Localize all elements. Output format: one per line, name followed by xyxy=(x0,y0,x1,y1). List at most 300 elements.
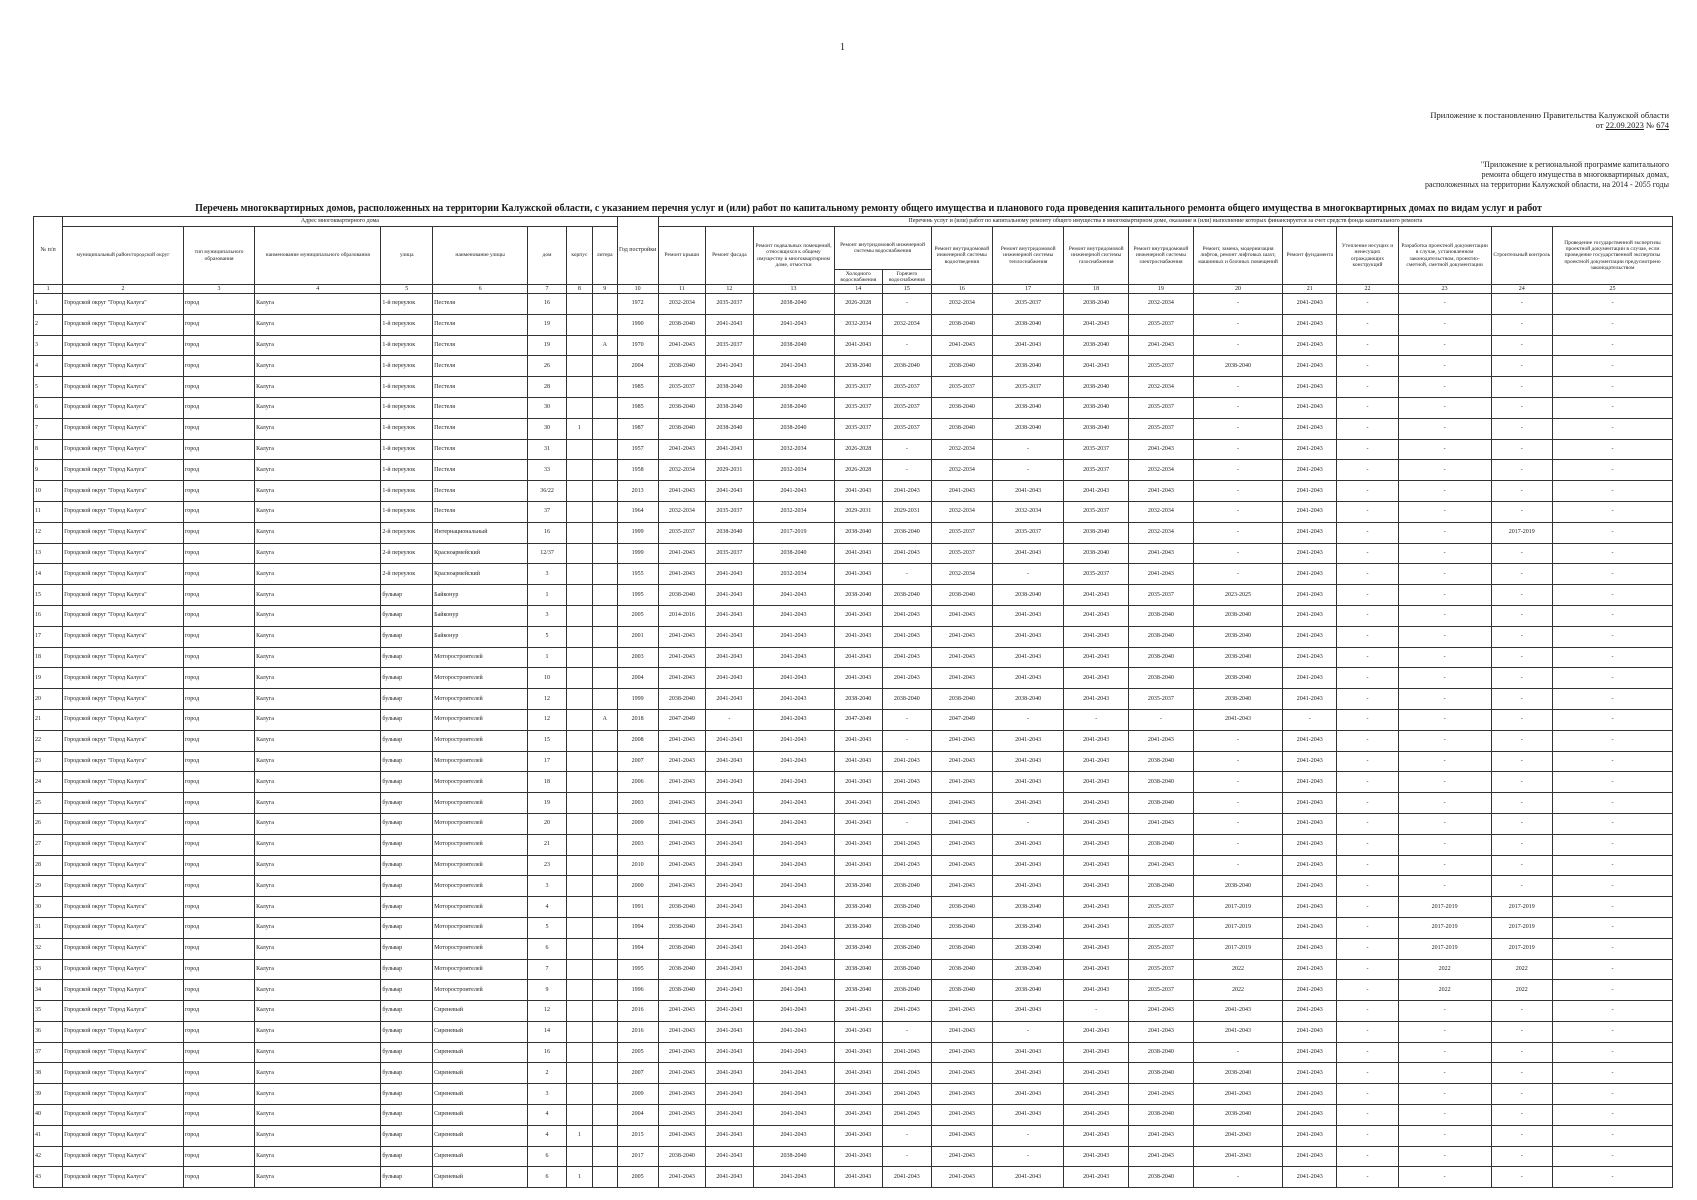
cell-mun-name: Калуга xyxy=(255,501,381,522)
cell-basement: 2038-2040 xyxy=(753,418,834,439)
cell-street-name: Сиреневый xyxy=(433,1063,528,1084)
table-row xyxy=(34,855,1673,876)
cell-electric: 2032-2034 xyxy=(1129,377,1194,398)
cell-mun-name: Калуга xyxy=(255,751,381,772)
cell-gas: 2041-2043 xyxy=(1064,730,1129,751)
header-hot-water: Горячего водоснабжения xyxy=(883,270,932,285)
cell-gas: 2041-2043 xyxy=(1064,356,1129,377)
cell-supervision: 2017-2019 xyxy=(1491,938,1552,959)
cell-heat: 2041-2043 xyxy=(993,751,1064,772)
cell-heat: - xyxy=(993,1021,1064,1042)
cell-foundation: 2041-2043 xyxy=(1283,460,1337,481)
cell-basement: 2041-2043 xyxy=(753,647,834,668)
cell-row-number: 43 xyxy=(34,1167,63,1188)
cell-row-number: 6 xyxy=(34,397,63,418)
header-house: дом xyxy=(528,227,567,285)
cell-house: 6 xyxy=(528,938,567,959)
page-number-mark: 1 xyxy=(840,42,845,53)
cell-cold-water: 2038-2040 xyxy=(834,959,883,980)
cell-gas: 2041-2043 xyxy=(1064,772,1129,793)
cell-gas: 2041-2043 xyxy=(1064,751,1129,772)
cell-design: - xyxy=(1398,564,1491,585)
cell-sewer: 2035-2037 xyxy=(931,522,992,543)
cell-mun-type: город xyxy=(183,1084,254,1105)
cell-hot-water: - xyxy=(883,813,932,834)
cell-cold-water: 2038-2040 xyxy=(834,522,883,543)
cell-sewer: 2035-2037 xyxy=(931,543,992,564)
cell-expertise: - xyxy=(1552,938,1672,959)
cell-korpus xyxy=(566,855,592,876)
cell-korpus xyxy=(566,917,592,938)
cell-litera xyxy=(592,689,617,710)
cell-roof: 2041-2043 xyxy=(658,1125,705,1146)
cell-foundation: 2041-2043 xyxy=(1283,917,1337,938)
annex-line-2: ремонта общего имущества в многоквартирных домах, xyxy=(1481,170,1669,179)
cell-facade: 2041-2043 xyxy=(706,855,753,876)
header-gas: Ремонт внутридомовой инженерной системы газоснабжения xyxy=(1064,227,1129,285)
cell-gas: 2041-2043 xyxy=(1064,980,1129,1001)
cell-roof: 2041-2043 xyxy=(658,335,705,356)
cell-year-built: 1995 xyxy=(617,959,658,980)
column-number: 3 xyxy=(183,285,254,294)
cell-facade: 2041-2043 xyxy=(706,938,753,959)
cell-street-name: Моторостроителей xyxy=(433,834,528,855)
cell-municipality: Городской округ "Город Калуга" xyxy=(63,314,184,335)
cell-supervision: - xyxy=(1491,460,1552,481)
cell-house: 14 xyxy=(528,1021,567,1042)
cell-sewer: 2041-2043 xyxy=(931,605,992,626)
cell-heat: 2041-2043 xyxy=(993,668,1064,689)
cell-street-name: Моторостроителей xyxy=(433,938,528,959)
cell-expertise: - xyxy=(1552,439,1672,460)
cell-electric: 2041-2043 xyxy=(1129,439,1194,460)
cell-sewer: 2038-2040 xyxy=(931,980,992,1001)
cell-elevator: 2017-2019 xyxy=(1193,938,1283,959)
cell-municipality: Городской округ "Город Калуга" xyxy=(63,1084,184,1105)
approval-date-line xyxy=(1369,120,1669,130)
cell-row-number: 23 xyxy=(34,751,63,772)
cell-cold-water: 2041-2043 xyxy=(834,793,883,814)
cell-supervision: - xyxy=(1491,1167,1552,1188)
cell-gas: 2041-2043 xyxy=(1064,481,1129,502)
cell-mun-type: город xyxy=(183,813,254,834)
column-number: 7 xyxy=(528,285,567,294)
cell-litera xyxy=(592,772,617,793)
cell-roof: 2032-2034 xyxy=(658,460,705,481)
cell-korpus xyxy=(566,772,592,793)
cell-foundation: 2041-2043 xyxy=(1283,668,1337,689)
cell-electric: 2038-2040 xyxy=(1129,626,1194,647)
cell-house: 23 xyxy=(528,855,567,876)
cell-foundation: 2041-2043 xyxy=(1283,356,1337,377)
table-row xyxy=(34,335,1673,356)
cell-sewer: 2041-2043 xyxy=(931,668,992,689)
cell-heat: 2041-2043 xyxy=(993,1063,1064,1084)
cell-sewer: 2041-2043 xyxy=(931,1167,992,1188)
cell-sewer: 2032-2034 xyxy=(931,501,992,522)
cell-mun-type: город xyxy=(183,772,254,793)
cell-house: 36/22 xyxy=(528,481,567,502)
table-row xyxy=(34,689,1673,710)
cell-cold-water: 2041-2043 xyxy=(834,1105,883,1126)
cell-elevator: 2017-2019 xyxy=(1193,917,1283,938)
cell-municipality: Городской округ "Город Калуга" xyxy=(63,1001,184,1022)
cell-litera xyxy=(592,980,617,1001)
cell-cold-water: 2041-2043 xyxy=(834,1042,883,1063)
cell-mun-name: Калуга xyxy=(255,876,381,897)
cell-supervision: 2022 xyxy=(1491,980,1552,1001)
cell-cold-water: 2032-2034 xyxy=(834,314,883,335)
cell-year-built: 1970 xyxy=(617,335,658,356)
cell-year-built: 2008 xyxy=(617,730,658,751)
column-number: 6 xyxy=(433,285,528,294)
cell-foundation: 2041-2043 xyxy=(1283,813,1337,834)
cell-expertise: - xyxy=(1552,834,1672,855)
cell-electric: 2035-2037 xyxy=(1129,980,1194,1001)
cell-design: - xyxy=(1398,335,1491,356)
cell-basement: 2041-2043 xyxy=(753,980,834,1001)
cell-roof: 2038-2040 xyxy=(658,959,705,980)
cell-street-name: Байконур xyxy=(433,585,528,606)
cell-design: - xyxy=(1398,1063,1491,1084)
cell-gas: 2041-2043 xyxy=(1064,813,1129,834)
cell-sewer: 2041-2043 xyxy=(931,1021,992,1042)
cell-street-name: Моторостроителей xyxy=(433,647,528,668)
cell-sewer: 2041-2043 xyxy=(931,730,992,751)
table-row xyxy=(34,1146,1673,1167)
cell-mun-type: город xyxy=(183,335,254,356)
cell-basement: 2041-2043 xyxy=(753,1063,834,1084)
cell-elevator: 2038-2040 xyxy=(1193,668,1283,689)
cell-mun-type: город xyxy=(183,439,254,460)
cell-supervision: - xyxy=(1491,1125,1552,1146)
column-number: 14 xyxy=(834,285,883,294)
cell-foundation: 2041-2043 xyxy=(1283,1001,1337,1022)
cell-mun-type: город xyxy=(183,917,254,938)
table-row xyxy=(34,460,1673,481)
cell-korpus xyxy=(566,709,592,730)
cell-elevator: - xyxy=(1193,543,1283,564)
cell-sewer: 2032-2034 xyxy=(931,564,992,585)
table-row xyxy=(34,377,1673,398)
cell-basement: 2041-2043 xyxy=(753,1125,834,1146)
cell-hot-water: - xyxy=(883,439,932,460)
cell-gas: 2041-2043 xyxy=(1064,793,1129,814)
cell-facade: 2041-2043 xyxy=(706,834,753,855)
cell-mun-name: Калуга xyxy=(255,294,381,315)
cell-heat: 2041-2043 xyxy=(993,855,1064,876)
cell-sewer: 2041-2043 xyxy=(931,813,992,834)
table-row xyxy=(34,772,1673,793)
cell-mun-type: город xyxy=(183,980,254,1001)
cell-heat: 2041-2043 xyxy=(993,543,1064,564)
cell-facade: 2035-2037 xyxy=(706,335,753,356)
cell-street-name: Сиреневый xyxy=(433,1105,528,1126)
cell-foundation: 2041-2043 xyxy=(1283,834,1337,855)
cell-supervision: - xyxy=(1491,1063,1552,1084)
cell-design: - xyxy=(1398,793,1491,814)
cell-gas: - xyxy=(1064,709,1129,730)
cell-year-built: 1985 xyxy=(617,397,658,418)
cell-street-type: бульвар xyxy=(381,1084,433,1105)
cell-sewer: 2032-2034 xyxy=(931,460,992,481)
cell-street-type: бульвар xyxy=(381,834,433,855)
cell-elevator: 2038-2040 xyxy=(1193,626,1283,647)
cell-roof: 2041-2043 xyxy=(658,1042,705,1063)
cell-cold-water: 2041-2043 xyxy=(834,834,883,855)
cell-korpus xyxy=(566,377,592,398)
cell-house: 12/37 xyxy=(528,543,567,564)
cell-street-type: 2-й переулок xyxy=(381,564,433,585)
cell-house: 19 xyxy=(528,314,567,335)
cell-design: - xyxy=(1398,772,1491,793)
cell-roof: 2038-2040 xyxy=(658,689,705,710)
column-number: 15 xyxy=(883,285,932,294)
cell-heat: 2041-2043 xyxy=(993,481,1064,502)
cell-insulation: - xyxy=(1337,730,1398,751)
cell-elevator: 2022 xyxy=(1193,959,1283,980)
cell-street-type: бульвар xyxy=(381,1167,433,1188)
cell-mun-type: город xyxy=(183,876,254,897)
cell-insulation: - xyxy=(1337,959,1398,980)
cell-year-built: 2000 xyxy=(617,876,658,897)
cell-elevator: - xyxy=(1193,772,1283,793)
cell-supervision: - xyxy=(1491,709,1552,730)
cell-gas: 2035-2037 xyxy=(1064,564,1129,585)
cell-basement: 2041-2043 xyxy=(753,938,834,959)
cell-cold-water: 2026-2028 xyxy=(834,460,883,481)
cell-elevator: 2038-2040 xyxy=(1193,689,1283,710)
column-number: 1 xyxy=(34,285,63,294)
table-row xyxy=(34,793,1673,814)
cell-korpus xyxy=(566,1042,592,1063)
cell-korpus: 1 xyxy=(566,1167,592,1188)
cell-gas: 2041-2043 xyxy=(1064,1084,1129,1105)
cell-year-built: 1987 xyxy=(617,418,658,439)
cell-sewer: 2041-2043 xyxy=(931,793,992,814)
cell-heat: 2041-2043 xyxy=(993,876,1064,897)
table-row xyxy=(34,294,1673,315)
cell-facade: 2041-2043 xyxy=(706,813,753,834)
cell-litera: А xyxy=(592,709,617,730)
cell-municipality: Городской округ "Город Калуга" xyxy=(63,522,184,543)
cell-house: 1 xyxy=(528,647,567,668)
cell-design: - xyxy=(1398,397,1491,418)
cell-street-name: Сиреневый xyxy=(433,1146,528,1167)
table-row xyxy=(34,1125,1673,1146)
cell-street-type: бульвар xyxy=(381,1021,433,1042)
cell-hot-water: 2041-2043 xyxy=(883,1084,932,1105)
cell-korpus xyxy=(566,689,592,710)
cell-house: 9 xyxy=(528,980,567,1001)
cell-municipality: Городской округ "Город Калуга" xyxy=(63,1125,184,1146)
cell-row-number: 16 xyxy=(34,605,63,626)
cell-elevator: - xyxy=(1193,501,1283,522)
cell-sewer: 2038-2040 xyxy=(931,917,992,938)
cell-korpus xyxy=(566,730,592,751)
cell-korpus xyxy=(566,501,592,522)
cell-hot-water: 2038-2040 xyxy=(883,959,932,980)
cell-design: - xyxy=(1398,834,1491,855)
cell-insulation: - xyxy=(1337,689,1398,710)
cell-year-built: 1955 xyxy=(617,564,658,585)
cell-basement: 2038-2040 xyxy=(753,294,834,315)
cell-facade: 2041-2043 xyxy=(706,314,753,335)
column-number: 16 xyxy=(931,285,992,294)
cell-insulation: - xyxy=(1337,481,1398,502)
cell-design: - xyxy=(1398,1084,1491,1105)
cell-street-name: Пестеля xyxy=(433,377,528,398)
cell-design: 2017-2019 xyxy=(1398,938,1491,959)
cell-insulation: - xyxy=(1337,1105,1398,1126)
cell-sewer: 2032-2034 xyxy=(931,294,992,315)
cell-street-type: бульвар xyxy=(381,793,433,814)
cell-basement: 2041-2043 xyxy=(753,1042,834,1063)
cell-litera xyxy=(592,730,617,751)
cell-elevator: 2038-2040 xyxy=(1193,1063,1283,1084)
cell-hot-water: - xyxy=(883,1146,932,1167)
cell-cold-water: 2041-2043 xyxy=(834,668,883,689)
cell-hot-water: 2041-2043 xyxy=(883,1105,932,1126)
cell-elevator: 2041-2043 xyxy=(1193,1001,1283,1022)
cell-street-type: бульвар xyxy=(381,855,433,876)
cell-insulation: - xyxy=(1337,626,1398,647)
table-row xyxy=(34,897,1673,918)
cell-gas: 2035-2037 xyxy=(1064,439,1129,460)
cell-basement: 2041-2043 xyxy=(753,1167,834,1188)
cell-house: 3 xyxy=(528,1084,567,1105)
cell-basement: 2038-2040 xyxy=(753,377,834,398)
cell-supervision: - xyxy=(1491,1001,1552,1022)
cell-heat: - xyxy=(993,1146,1064,1167)
cell-gas: 2035-2037 xyxy=(1064,460,1129,481)
cell-elevator: 2038-2040 xyxy=(1193,356,1283,377)
cell-facade: 2038-2040 xyxy=(706,522,753,543)
cell-heat: 2041-2043 xyxy=(993,605,1064,626)
cell-expertise: - xyxy=(1552,356,1672,377)
cell-heat: 2038-2040 xyxy=(993,959,1064,980)
cell-supervision: - xyxy=(1491,876,1552,897)
cell-supervision: - xyxy=(1491,1146,1552,1167)
cell-municipality: Городской округ "Город Калуга" xyxy=(63,460,184,481)
cell-hot-water: 2041-2043 xyxy=(883,1001,932,1022)
cell-litera xyxy=(592,585,617,606)
cell-basement: 2041-2043 xyxy=(753,585,834,606)
cell-house: 28 xyxy=(528,377,567,398)
cell-gas: 2041-2043 xyxy=(1064,626,1129,647)
cell-elevator: - xyxy=(1193,522,1283,543)
header-cold-water: Холодного водоснабжения xyxy=(834,270,883,285)
cell-korpus xyxy=(566,1063,592,1084)
table-row xyxy=(34,522,1673,543)
cell-mun-name: Калуга xyxy=(255,1042,381,1063)
cell-basement: 2041-2043 xyxy=(753,917,834,938)
cell-street-name: Моторостроителей xyxy=(433,917,528,938)
cell-hot-water: - xyxy=(883,294,932,315)
cell-year-built: 2007 xyxy=(617,1063,658,1084)
cell-roof: 2038-2040 xyxy=(658,397,705,418)
annex-line-3: расположенных на территории Калужской области, на 2014 - 2055 годы xyxy=(1424,180,1669,189)
cell-cold-water: 2041-2043 xyxy=(834,1167,883,1188)
cell-mun-type: город xyxy=(183,689,254,710)
cell-municipality: Городской округ "Город Калуга" xyxy=(63,959,184,980)
cell-facade: 2035-2037 xyxy=(706,543,753,564)
cell-year-built: 2009 xyxy=(617,813,658,834)
cell-roof: 2038-2040 xyxy=(658,1146,705,1167)
cell-hot-water: 2038-2040 xyxy=(883,522,932,543)
cell-municipality: Городской округ "Город Калуга" xyxy=(63,813,184,834)
cell-basement: 2032-2034 xyxy=(753,564,834,585)
cell-foundation: 2041-2043 xyxy=(1283,501,1337,522)
cell-municipality: Городской округ "Город Калуга" xyxy=(63,377,184,398)
cell-row-number: 41 xyxy=(34,1125,63,1146)
cell-electric: 2032-2034 xyxy=(1129,294,1194,315)
cell-insulation: - xyxy=(1337,377,1398,398)
cell-elevator: - xyxy=(1193,294,1283,315)
cell-litera xyxy=(592,356,617,377)
cell-insulation: - xyxy=(1337,668,1398,689)
cell-elevator: 2041-2043 xyxy=(1193,1146,1283,1167)
cell-row-number: 30 xyxy=(34,897,63,918)
header-heat: Ремонт внутридомовой инженерной системы теплоснабжения xyxy=(993,227,1064,285)
cell-mun-type: город xyxy=(183,897,254,918)
cell-mun-type: город xyxy=(183,481,254,502)
cell-supervision: - xyxy=(1491,1042,1552,1063)
cell-korpus xyxy=(566,813,592,834)
table-row xyxy=(34,626,1673,647)
cell-gas: 2041-2043 xyxy=(1064,1167,1129,1188)
cell-street-name: Пестеля xyxy=(433,501,528,522)
cell-electric: 2035-2037 xyxy=(1129,897,1194,918)
cell-sewer: 2041-2043 xyxy=(931,1125,992,1146)
cell-facade: 2041-2043 xyxy=(706,1021,753,1042)
cell-roof: 2014-2016 xyxy=(658,605,705,626)
cell-street-type: бульвар xyxy=(381,772,433,793)
cell-cold-water: 2041-2043 xyxy=(834,1146,883,1167)
cell-gas: 2041-2043 xyxy=(1064,605,1129,626)
cell-roof: 2041-2043 xyxy=(658,772,705,793)
cell-roof: 2032-2034 xyxy=(658,294,705,315)
cell-mun-type: город xyxy=(183,543,254,564)
cell-facade: 2041-2043 xyxy=(706,1125,753,1146)
cell-municipality: Городской округ "Город Калуга" xyxy=(63,564,184,585)
cell-elevator: 2041-2043 xyxy=(1193,1084,1283,1105)
cell-municipality: Городской округ "Город Калуга" xyxy=(63,793,184,814)
cell-roof: 2038-2040 xyxy=(658,314,705,335)
cell-cold-water: 2041-2043 xyxy=(834,481,883,502)
cell-mun-name: Калуга xyxy=(255,626,381,647)
cell-gas: 2041-2043 xyxy=(1064,959,1129,980)
cell-facade: 2041-2043 xyxy=(706,626,753,647)
cell-korpus xyxy=(566,668,592,689)
cell-insulation: - xyxy=(1337,1084,1398,1105)
header-korpus: корпус xyxy=(566,227,592,285)
cell-expertise: - xyxy=(1552,1042,1672,1063)
column-number: 18 xyxy=(1064,285,1129,294)
cell-electric: 2041-2043 xyxy=(1129,730,1194,751)
cell-electric: 2035-2037 xyxy=(1129,314,1194,335)
cell-year-built: 2009 xyxy=(617,1084,658,1105)
column-number: 23 xyxy=(1398,285,1491,294)
cell-mun-name: Калуга xyxy=(255,668,381,689)
cell-electric: 2038-2040 xyxy=(1129,668,1194,689)
cell-design: - xyxy=(1398,668,1491,689)
cell-design: - xyxy=(1398,813,1491,834)
cell-street-name: Сиреневый xyxy=(433,1021,528,1042)
cell-supervision: - xyxy=(1491,668,1552,689)
table-row xyxy=(34,813,1673,834)
cell-house: 2 xyxy=(528,1063,567,1084)
